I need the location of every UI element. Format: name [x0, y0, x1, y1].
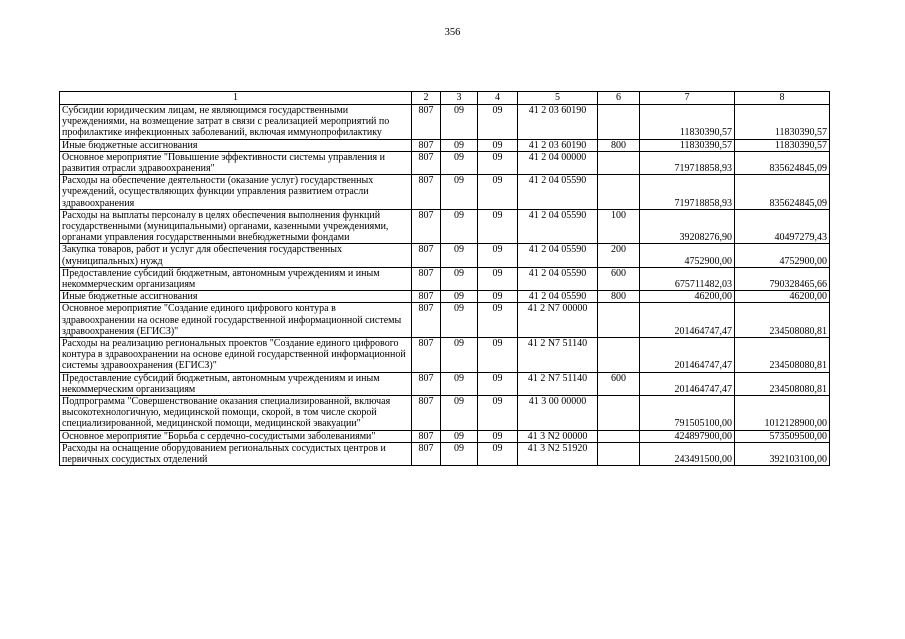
row-amount-year2-cell: 46200,00 — [735, 291, 830, 303]
row-amount-year1-cell: 675711482,03 — [640, 267, 735, 290]
row-amount-year1-cell: 243491500,00 — [640, 442, 735, 465]
table-row — [60, 430, 830, 442]
row-section-cell: 09 — [441, 139, 478, 151]
row-target-article-cell: 41 2 04 05590 — [518, 244, 598, 267]
table-row — [60, 442, 830, 465]
row-section-cell: 09 — [441, 151, 478, 174]
row-expense-type-cell: 100 — [598, 209, 640, 244]
row-target-article-cell: 41 2 04 00000 — [518, 151, 598, 174]
row-name-cell: Иные бюджетные ассигнования — [60, 291, 412, 303]
row-name-cell: Закупка товаров, работ и услуг для обеспечения государственных (муниципальных) нужд — [60, 244, 412, 267]
table-row — [60, 291, 830, 303]
row-target-article-cell: 41 2 04 05590 — [518, 209, 598, 244]
row-name-cell: Предоставление субсидий бюджетным, автономным учреждениям и иным некоммерческим организациям — [60, 267, 412, 290]
table-row — [60, 267, 830, 290]
row-target-article-cell: 41 2 N7 51140 — [518, 338, 598, 373]
header-cell: 6 — [598, 92, 640, 105]
table-row — [60, 175, 830, 210]
table-row — [60, 338, 830, 373]
table-row — [60, 372, 830, 395]
row-amount-year2-cell: 835624845,09 — [735, 151, 830, 174]
table-row — [60, 209, 830, 244]
budget-table — [59, 91, 830, 466]
row-name-cell: Подпрограмма "Совершенствование оказания специализированной, включая высокотехнологичную, медицинской помощи, скорой, в том числе скорой специализированной, медицинской помощи, медицинской эвакуации" — [60, 396, 412, 431]
row-section-cell: 09 — [441, 105, 478, 140]
row-subsection-cell: 09 — [478, 303, 518, 338]
table-row — [60, 244, 830, 267]
table-row — [60, 105, 830, 140]
row-admin-code-cell: 807 — [412, 442, 441, 465]
row-subsection-cell: 09 — [478, 151, 518, 174]
row-target-article-cell: 41 2 04 05590 — [518, 267, 598, 290]
row-admin-code-cell: 807 — [412, 303, 441, 338]
row-section-cell: 09 — [441, 303, 478, 338]
header-cell: 2 — [412, 92, 441, 105]
row-expense-type-cell — [598, 396, 640, 431]
table-row — [60, 303, 830, 338]
row-name-cell: Расходы на обеспечение деятельности (оказание услуг) государственных учреждений, осуществляющих функции управления развитием отрасли здравоохранения — [60, 175, 412, 210]
row-section-cell: 09 — [441, 430, 478, 442]
row-section-cell: 09 — [441, 291, 478, 303]
row-name-cell: Расходы на реализацию региональных проектов "Создание единого цифрового контура в здравоохранении на основе единой государственной информационной системы здравоохранения (ЕГИСЗ)" — [60, 338, 412, 373]
row-amount-year2-cell: 4752900,00 — [735, 244, 830, 267]
row-subsection-cell: 09 — [478, 430, 518, 442]
row-subsection-cell: 09 — [478, 442, 518, 465]
row-name-cell: Расходы на оснащение оборудованием региональных сосудистых центров и первичных сосудистых отделений — [60, 442, 412, 465]
table-row — [60, 139, 830, 151]
row-subsection-cell: 09 — [478, 244, 518, 267]
row-admin-code-cell: 807 — [412, 139, 441, 151]
row-amount-year2-cell: 392103100,00 — [735, 442, 830, 465]
row-amount-year2-cell: 790328465,66 — [735, 267, 830, 290]
row-name-cell: Основное мероприятие "Борьба с сердечно-сосудистыми заболеваниями" — [60, 430, 412, 442]
row-expense-type-cell — [598, 338, 640, 373]
row-expense-type-cell: 800 — [598, 139, 640, 151]
row-name-cell: Основное мероприятие "Повышение эффективности системы управления и развития отрасли здравоохранения" — [60, 151, 412, 174]
row-amount-year1-cell: 719718858,93 — [640, 151, 735, 174]
row-admin-code-cell: 807 — [412, 105, 441, 140]
row-admin-code-cell: 807 — [412, 175, 441, 210]
row-admin-code-cell: 807 — [412, 267, 441, 290]
row-amount-year1-cell: 39208276,90 — [640, 209, 735, 244]
row-section-cell: 09 — [441, 372, 478, 395]
row-section-cell: 09 — [441, 442, 478, 465]
row-subsection-cell: 09 — [478, 105, 518, 140]
row-target-article-cell: 41 3 00 00000 — [518, 396, 598, 431]
row-expense-type-cell — [598, 303, 640, 338]
row-amount-year1-cell: 11830390,57 — [640, 139, 735, 151]
row-amount-year1-cell: 719718858,93 — [640, 175, 735, 210]
row-amount-year2-cell: 234508080,81 — [735, 338, 830, 373]
row-admin-code-cell: 807 — [412, 244, 441, 267]
page-number: 356 — [444, 27, 461, 38]
row-admin-code-cell: 807 — [412, 291, 441, 303]
row-subsection-cell: 09 — [478, 209, 518, 244]
row-subsection-cell: 09 — [478, 291, 518, 303]
table-row — [60, 396, 830, 431]
table-row — [60, 151, 830, 174]
row-admin-code-cell: 807 — [412, 151, 441, 174]
header-cell: 1 — [60, 92, 412, 105]
header-cell: 7 — [640, 92, 735, 105]
row-name-cell: Основное мероприятие "Создание единого цифрового контура в здравоохранении на основе единой государственной информационной системы здравоохранения (ЕГИСЗ)" — [60, 303, 412, 338]
header-cell: 5 — [518, 92, 598, 105]
row-subsection-cell: 09 — [478, 267, 518, 290]
row-expense-type-cell: 600 — [598, 267, 640, 290]
row-admin-code-cell: 807 — [412, 372, 441, 395]
row-name-cell: Субсидии юридическим лицам, не являющимся государственными учреждениями, на возмещение затрат в связи с реализацией мероприятий по профилактике инфекционных заболеваний, включая иммунопрофилактику — [60, 105, 412, 140]
row-expense-type-cell: 600 — [598, 372, 640, 395]
row-amount-year1-cell: 4752900,00 — [640, 244, 735, 267]
header-cell: 3 — [441, 92, 478, 105]
row-target-article-cell: 41 2 N7 51140 — [518, 372, 598, 395]
row-target-article-cell: 41 3 N2 00000 — [518, 430, 598, 442]
row-subsection-cell: 09 — [478, 338, 518, 373]
row-amount-year2-cell: 11830390,57 — [735, 105, 830, 140]
row-expense-type-cell — [598, 430, 640, 442]
row-amount-year2-cell: 573509500,00 — [735, 430, 830, 442]
header-cell: 8 — [735, 92, 830, 105]
row-target-article-cell: 41 2 03 60190 — [518, 139, 598, 151]
row-target-article-cell: 41 2 04 05590 — [518, 175, 598, 210]
row-expense-type-cell: 200 — [598, 244, 640, 267]
row-expense-type-cell — [598, 105, 640, 140]
row-amount-year2-cell: 234508080,81 — [735, 372, 830, 395]
row-target-article-cell: 41 2 03 60190 — [518, 105, 598, 140]
header-cell: 4 — [478, 92, 518, 105]
row-amount-year1-cell: 201464747,47 — [640, 303, 735, 338]
row-section-cell: 09 — [441, 244, 478, 267]
row-subsection-cell: 09 — [478, 175, 518, 210]
row-amount-year1-cell: 201464747,47 — [640, 338, 735, 373]
row-amount-year2-cell: 40497279,43 — [735, 209, 830, 244]
row-section-cell: 09 — [441, 396, 478, 431]
row-expense-type-cell — [598, 151, 640, 174]
row-target-article-cell: 41 3 N2 51920 — [518, 442, 598, 465]
row-admin-code-cell: 807 — [412, 430, 441, 442]
row-admin-code-cell: 807 — [412, 209, 441, 244]
row-target-article-cell: 41 2 N7 00000 — [518, 303, 598, 338]
row-name-cell: Иные бюджетные ассигнования — [60, 139, 412, 151]
row-expense-type-cell: 800 — [598, 291, 640, 303]
row-expense-type-cell — [598, 175, 640, 210]
row-name-cell: Расходы на выплаты персоналу в целях обеспечения выполнения функций государственными (муниципальными) органами, казенными учреждениями, органами управления государственными внебюджетными фондами — [60, 209, 412, 244]
row-amount-year2-cell: 835624845,09 — [735, 175, 830, 210]
row-amount-year1-cell: 424897900,00 — [640, 430, 735, 442]
row-expense-type-cell — [598, 442, 640, 465]
row-name-cell: Предоставление субсидий бюджетным, автономным учреждениям и иным некоммерческим организациям — [60, 372, 412, 395]
row-section-cell: 09 — [441, 267, 478, 290]
row-subsection-cell: 09 — [478, 396, 518, 431]
row-amount-year1-cell: 11830390,57 — [640, 105, 735, 140]
row-section-cell: 09 — [441, 175, 478, 210]
row-admin-code-cell: 807 — [412, 396, 441, 431]
table-header-row — [60, 92, 830, 105]
row-subsection-cell: 09 — [478, 372, 518, 395]
row-amount-year2-cell: 1012128900,00 — [735, 396, 830, 431]
row-amount-year2-cell: 11830390,57 — [735, 139, 830, 151]
row-amount-year1-cell: 791505100,00 — [640, 396, 735, 431]
row-target-article-cell: 41 2 04 05590 — [518, 291, 598, 303]
row-amount-year2-cell: 234508080,81 — [735, 303, 830, 338]
row-admin-code-cell: 807 — [412, 338, 441, 373]
row-amount-year1-cell: 46200,00 — [640, 291, 735, 303]
row-subsection-cell: 09 — [478, 139, 518, 151]
row-section-cell: 09 — [441, 209, 478, 244]
row-section-cell: 09 — [441, 338, 478, 373]
row-amount-year1-cell: 201464747,47 — [640, 372, 735, 395]
